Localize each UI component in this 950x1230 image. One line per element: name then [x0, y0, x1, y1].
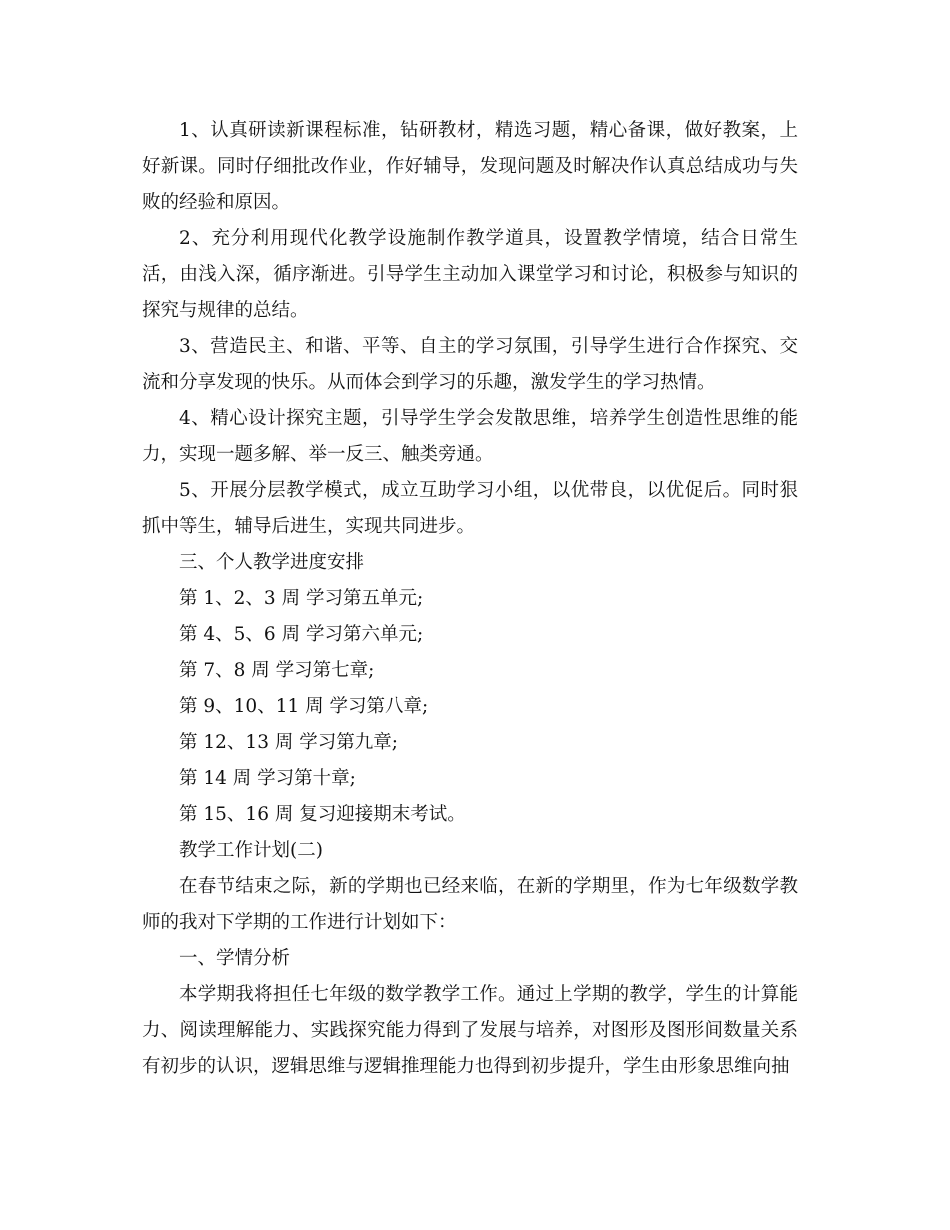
- schedule-item: 第 12、13 周 学习第九章;: [179, 732, 398, 753]
- schedule-item: 第 1、2、3 周 学习第五单元;: [179, 588, 424, 609]
- paragraph-item-2: 2、充分利用现代化教学设施制作教学道具，设置教学情境，结合日常生活，由浅入深，循序渐进。引导学生主动加入课堂学习和讨论，积极参与知识的探究与规律的总结。: [142, 228, 798, 321]
- schedule-item: 第 7、8 周 学习第七章;: [179, 660, 375, 681]
- paragraph-item-3: 3、营造民主、和谐、平等、自主的学习氛围，引导学生进行合作探究、交流和分享发现的快乐。从而体会到学习的乐趣，激发学生的学习热情。: [142, 336, 798, 393]
- document-body: [142, 113, 798, 1085]
- schedule-item: 第 4、5、6 周 学习第六单元;: [179, 624, 424, 645]
- paragraph-item-4: 4、精心设计探究主题，引导学生学会发散思维，培养学生创造性思维的能力，实现一题多解、举一反三、触类旁通。: [142, 408, 798, 465]
- paragraph-item-5: 5、开展分层教学模式，成立互助学习小组，以优带良，以优促后。同时狠抓中等生，辅导后进生，实现共同进步。: [142, 480, 798, 537]
- section-title-plan-two: 教学工作计划(二): [179, 840, 323, 861]
- schedule-item: 第 14 周 学习第十章;: [179, 768, 356, 789]
- analysis-paragraph: 本学期我将担任七年级的数学教学工作。通过上学期的教学，学生的计算能力、阅读理解能力、实践探究能力得到了发展与培养，对图形及图形间数量关系有初步的认识，逻辑思维与逻辑推理能力也得到初步提升，学生由形象思维向抽: [142, 984, 798, 1077]
- intro-paragraph: 在春节结束之际，新的学期也已经来临，在新的学期里，作为七年级数学教师的我对下学期的工作进行计划如下：: [142, 876, 798, 933]
- paragraph-item-1: 1、认真研读新课程标准，钻研教材，精选习题，精心备课，做好教案，上好新课。同时仔细批改作业，作好辅导，发现问题及时解决作认真总结成功与失败的经验和原因。: [142, 120, 798, 213]
- section-heading-schedule: 三、个人教学进度安排: [179, 552, 365, 573]
- section-heading-analysis: 一、学情分析: [179, 948, 291, 969]
- schedule-item: 第 9、10、11 周 学习第八章;: [179, 696, 429, 717]
- schedule-item: 第 15、16 周 复习迎接期末考试。: [179, 804, 466, 825]
